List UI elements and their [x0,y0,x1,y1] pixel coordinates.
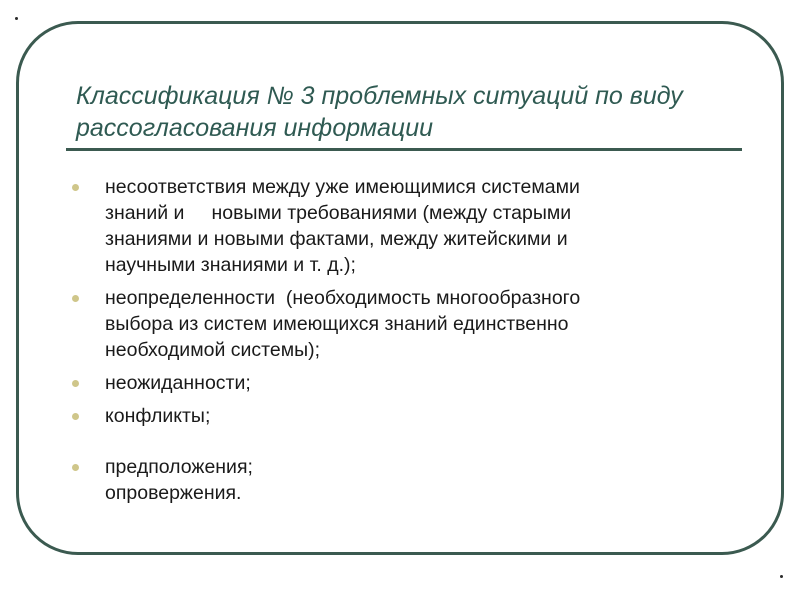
title-underline [66,148,742,151]
bullet-line: знаний и новыми требованиями (между старыми [105,202,572,224]
corner-dot-top-left [15,17,18,20]
bullet-line: неопределенности (необходимость многообразного [105,287,581,309]
bullet-dot-icon [72,413,79,420]
bullet-dot-icon [72,295,79,302]
bullet-line: опровержения. [105,482,242,504]
bullet-line: конфликты; [105,405,211,427]
slide-title: Классификация № 3 проблемных ситуаций по виду рассогласования информации [76,82,683,142]
bullet-line: несоответствия между уже имеющимися системами [105,176,580,198]
corner-dot-bottom-right [780,575,783,578]
bullet-dot-icon [72,464,79,471]
bullet-item [72,403,732,429]
bullet-item [72,285,732,363]
bullet-dot-icon [72,184,79,191]
bullet-line: научными знаниями и т. д.); [105,254,356,276]
bullet-line: предположения; [105,456,253,478]
bullet-dot-icon [72,380,79,387]
bullet-line: необходимой системы); [105,339,321,361]
bullet-list [72,174,732,513]
bullet-item [72,454,732,506]
bullet-line: неожиданности; [105,372,251,394]
bullet-line: знаниями и новыми фактами, между житейскими и [105,228,568,250]
bullet-item [72,370,732,396]
bullet-line: выбора из систем имеющихся знаний единственно [105,313,569,335]
bullet-item [72,174,732,278]
